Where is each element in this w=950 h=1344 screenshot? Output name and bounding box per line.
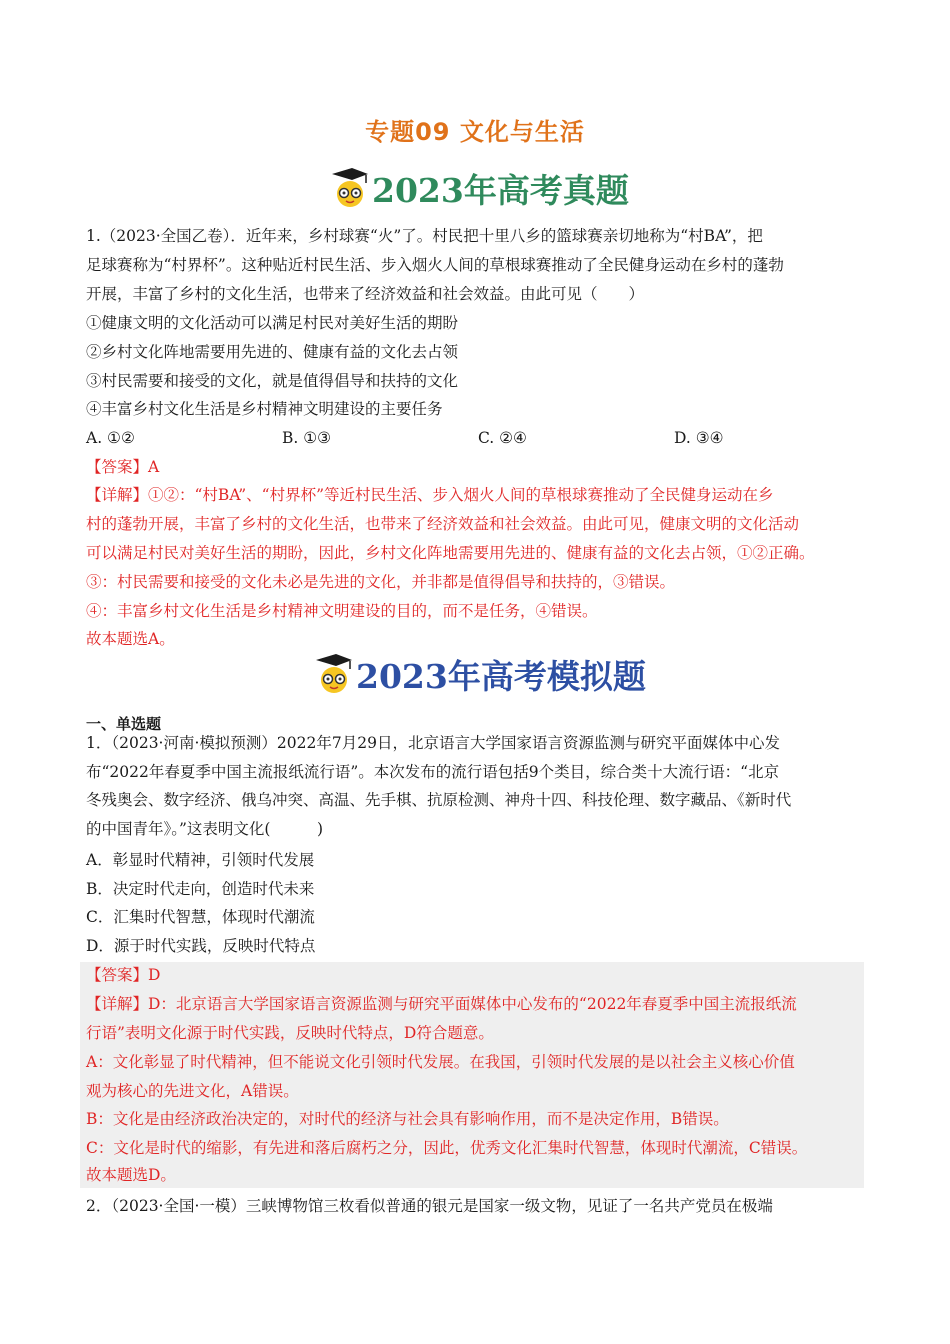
m1-explain-line-7: 故本题选D。 [86,1166,176,1184]
q1-statement-3: ③村民需要和接受的文化，就是值得倡导和扶持的文化 [86,372,459,390]
q1-option-a: A. ①② [86,429,135,447]
banner-title: 2023年高考真题 [372,170,629,210]
m1-option-a: A．彰显时代精神，引领时代发展 [86,851,315,869]
m1-explain-line-3: A：文化彰显了时代精神，但不能说文化引领时代发展。在我国，引领时代发展的是以社会主义核心价值 [86,1053,795,1071]
m1-stem-line-3: 冬残奥会、数字经济、俄乌冲突、高温、先手棋、抗原检测、神舟十四、科技伦理、数字藏品、《新时代 [86,791,792,809]
m1-option-b: B．决定时代走向，创造时代未来 [86,880,315,898]
m1-explain-line-5: B：文化是由经济政治决定的，对时代的经济与社会具有影响作用，而不是决定作用，B错误。 [86,1110,729,1128]
owl-mascot-icon [322,164,370,212]
q1-stem-line-1: 1.（2023·全国乙卷）．近年来，乡村球赛“火”了。村民把十里八乡的篮球赛亲切地称为“村BA”，把 [86,227,763,245]
q1-statement-4: ④丰富乡村文化生活是乡村精神文明建设的主要任务 [86,400,443,418]
q1-stem-line-3: 开展，丰富了乡村的文化生活，也带来了经济效益和社会效益。由此可见（ ） [86,285,645,303]
q1-statement-1: ①健康文明的文化活动可以满足村民对美好生活的期盼 [86,314,459,332]
m1-explain-line-6: C：文化是时代的缩影，有先进和落后腐朽之分，因此，优秀文化汇集时代智慧，体现时代潮流，C错误。 [86,1139,808,1157]
q1-options [86,428,876,448]
q1-explain-line-4: ③：村民需要和接受的文化未必是先进的文化，并非都是值得倡导和扶持的，③错误。 [86,573,676,591]
m1-stem-line-4: 的中国青年》。”这表明文化( ) [86,820,324,838]
owl-mascot-icon [306,650,354,698]
m1-stem-line-2: 布“2022年春夏季中国主流报纸流行语”。本次发布的流行语包括9个类目，综合类十大流行语：“北京 [86,763,780,781]
m1-option-d: D．源于时代实践，反映时代特点 [86,937,316,955]
q1-explain-line-3: 可以满足村民对美好生活的期盼，因此，乡村文化阵地需要用先进的、健康有益的文化去占领，①②正确。 [86,544,815,562]
q1-explain-line-5: ④：丰富乡村文化生活是乡村精神文明建设的目的，而不是任务，④错误。 [86,602,598,620]
q1-option-c: C. ②④ [478,429,527,447]
q1-explain-line-1: 【详解】①②：“村BA”、“村界杯”等近村民生活、步入烟火人间的草根球赛推动了全民健身运动在乡 [86,486,774,504]
q1-option-d: D. ③④ [674,429,724,447]
m1-explain-line-1: 【详解】D：北京语言大学国家语言资源监测与研究平面媒体中心发布的“2022年春夏季中国主流报纸流 [86,995,797,1013]
banner-title: 2023年高考模拟题 [356,656,646,696]
q1-statement-2: ②乡村文化阵地需要用先进的、健康有益的文化去占领 [86,343,459,361]
q1-stem-line-2: 足球赛称为“村界杯”。这种贴近村民生活、步入烟火人间的草根球赛推动了全民健身运动在乡村的蓬勃 [86,256,784,274]
banner-real-exam [322,164,629,212]
m1-explain-line-2: 行语”表明文化源于时代实践，反映时代特点，D符合题意。 [86,1024,494,1042]
page-title: 专题09 文化与生活 [365,118,585,146]
q1-explain-line-2: 村的蓬勃开展，丰富了乡村的文化生活，也带来了经济效益和社会效益。由此可见，健康文明的文化活动 [86,515,800,533]
m2-stem-line-1: 2．（2023·全国·一模）三峡博物馆三枚看似普通的银元是国家一级文物，见证了一名共产党员在极端 [86,1197,773,1215]
section-heading: 一、单选题 [86,715,162,733]
m1-option-c: C．汇集时代智慧，体现时代潮流 [86,908,315,926]
m1-answer: 【答案】D [86,966,161,984]
m1-explain-line-4: 观为核心的先进文化，A错误。 [86,1082,299,1100]
q1-option-b: B. ①③ [282,429,332,447]
m1-stem-line-1: 1．（2023·河南·模拟预测）2022年7月29日，北京语言大学国家语言资源监测与研究平面媒体中心发 [86,734,780,752]
q1-answer: 【答案】A [86,458,160,476]
q1-explain-line-6: 故本题选A。 [86,630,175,648]
banner-mock-exam [306,650,646,698]
